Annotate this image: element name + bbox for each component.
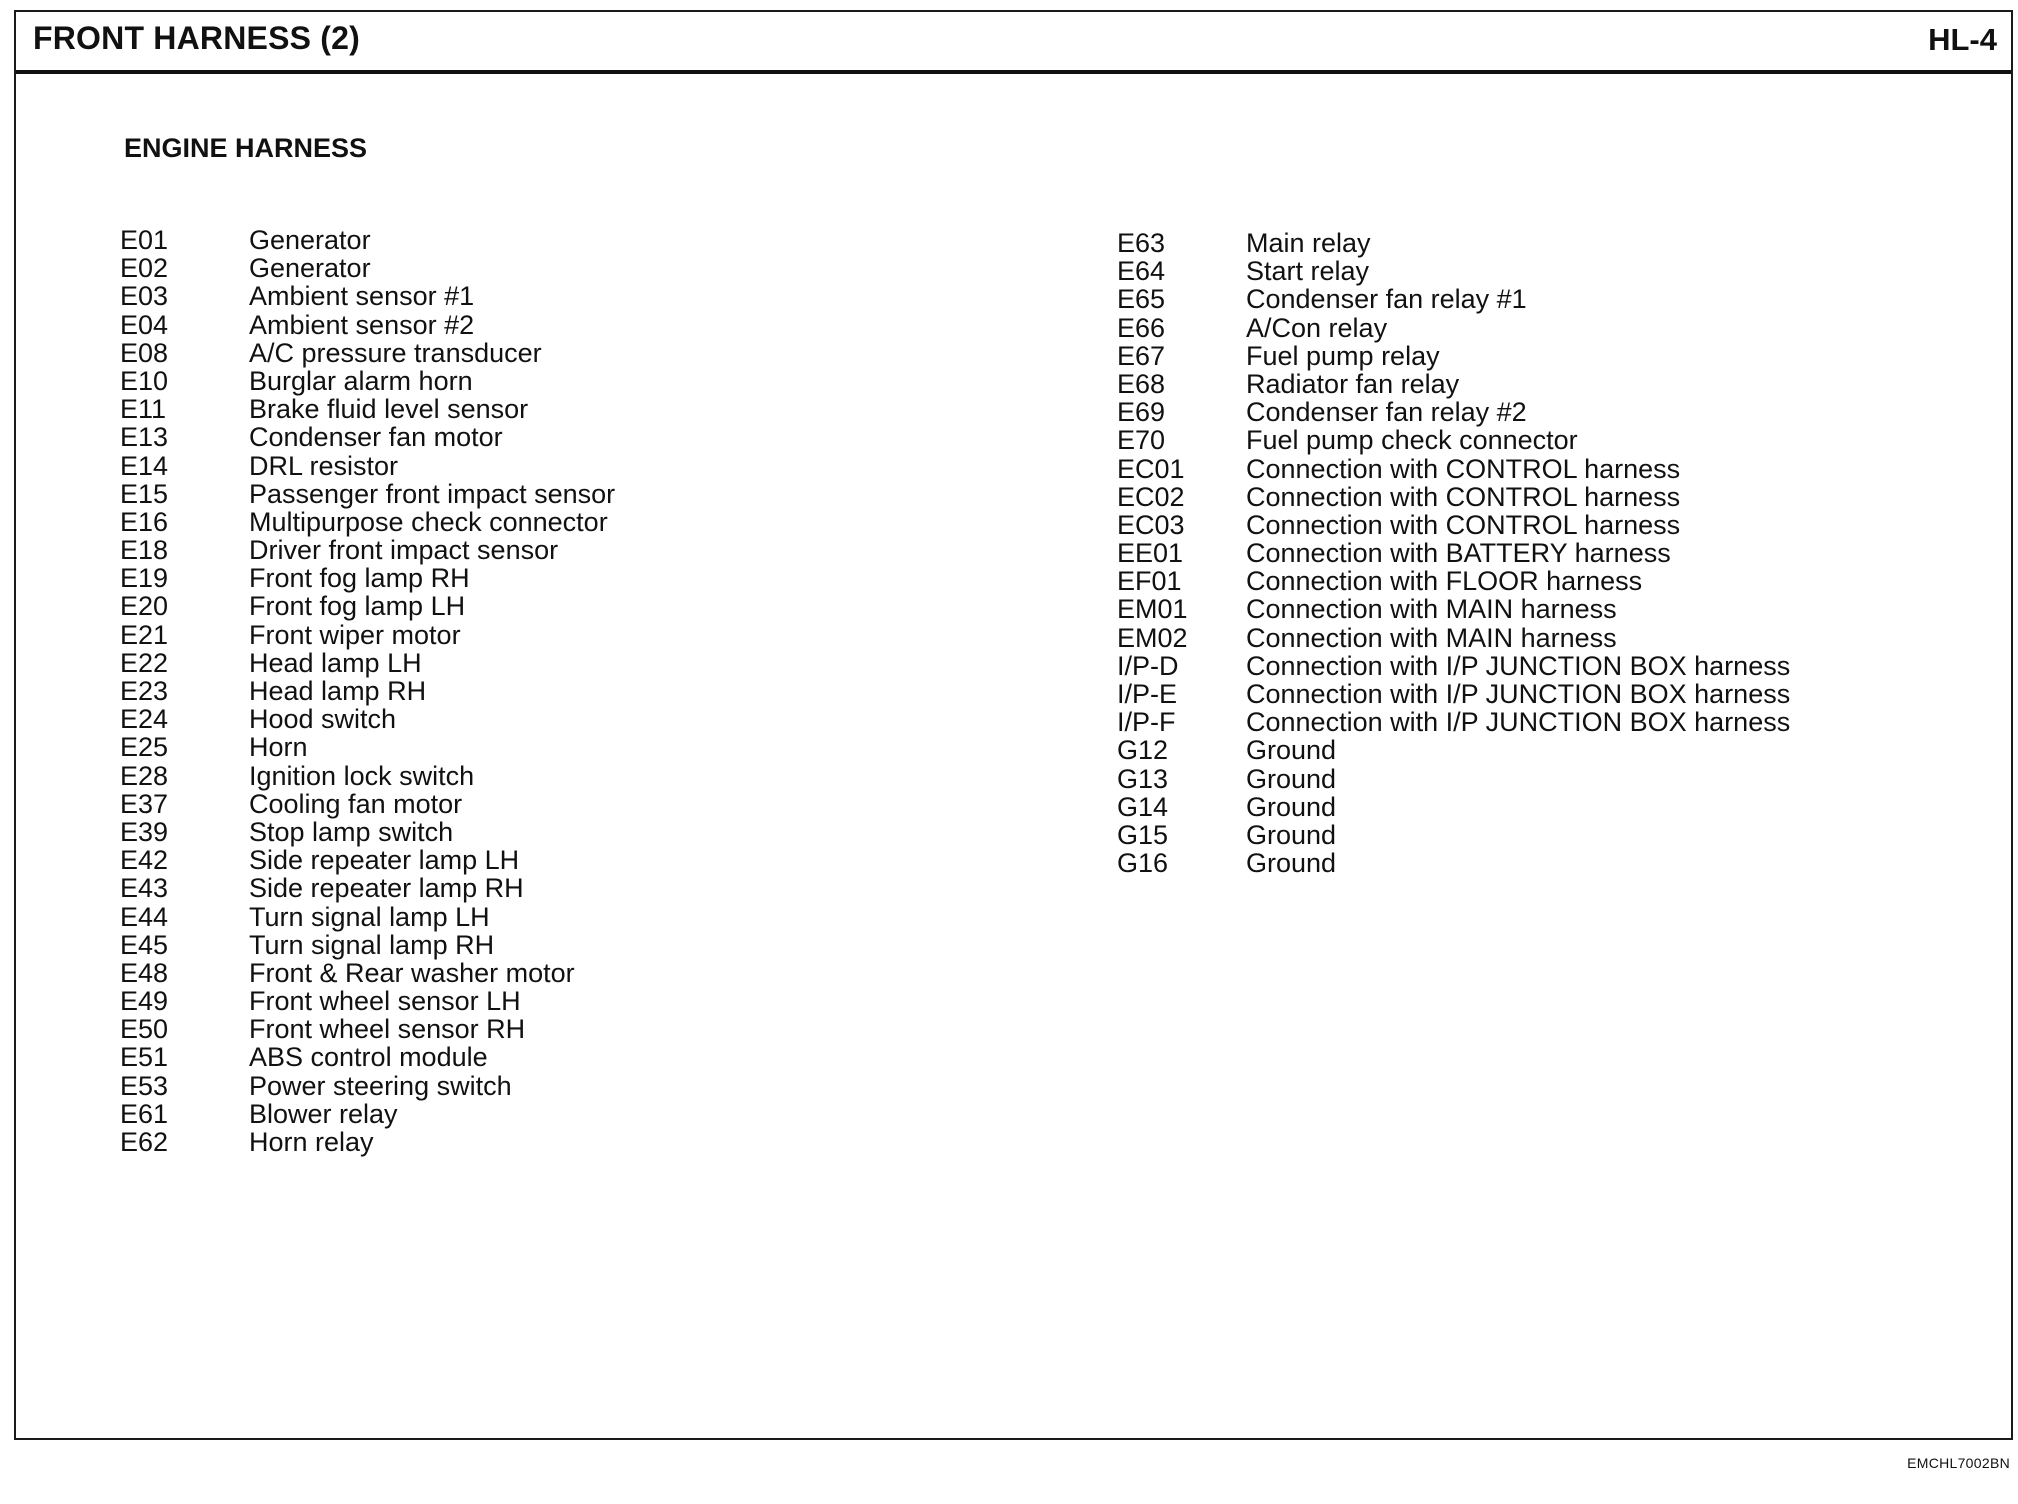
connector-description: Connection with I/P JUNCTION BOX harness	[1246, 679, 1791, 709]
connector-description: Connection with CONTROL harness	[1246, 481, 1681, 512]
connector-code: E50	[120, 1014, 169, 1045]
connector-description: A/Con relay	[1246, 312, 1388, 343]
connector-code: E18	[120, 535, 169, 566]
connector-description: Front fog lamp RH	[249, 563, 470, 594]
section-heading: ENGINE HARNESS	[124, 133, 368, 163]
connector-code: E62	[120, 1127, 169, 1157]
connector-code: EM01	[1117, 594, 1188, 625]
connector-code: E67	[1117, 340, 1166, 371]
connector-description: Front & Rear washer motor	[249, 957, 575, 988]
connector-description: Head lamp LH	[249, 647, 422, 678]
figure-id: EMCHL7002BN	[1907, 1455, 2010, 1471]
connector-code: G14	[1117, 791, 1169, 822]
connector-description: Ignition lock switch	[249, 760, 475, 791]
connector-description: Passenger front impact sensor	[249, 478, 616, 509]
connector-code: E37	[120, 788, 169, 819]
page-title: FRONT HARNESS (2)	[33, 20, 360, 56]
connector-code: G15	[1117, 819, 1169, 850]
connector-description: Ground	[1246, 848, 1337, 879]
connector-code: EF01	[1117, 566, 1182, 597]
connector-description: Driver front impact sensor	[249, 535, 559, 566]
connector-code: E03	[120, 281, 169, 312]
connector-description: Connection with MAIN harness	[1246, 594, 1617, 625]
connector-code: E16	[120, 506, 169, 537]
page-number: HL-4	[1928, 22, 1997, 57]
connector-description: Cooling fan motor	[249, 788, 463, 819]
connector-description: Front wiper motor	[249, 619, 461, 650]
connector-description: Fuel pump check connector	[1246, 425, 1578, 456]
connector-code: I/P-E	[1117, 679, 1178, 709]
connector-description: Hood switch	[249, 704, 397, 735]
connector-description: Radiator fan relay	[1246, 368, 1460, 399]
connector-description: Turn signal lamp RH	[249, 929, 495, 960]
connector-code: G12	[1117, 735, 1169, 766]
connector-code: E44	[120, 901, 169, 932]
connector-description: Head lamp RH	[249, 676, 427, 706]
connector-code: E15	[120, 478, 169, 509]
connector-description: Front wheel sensor RH	[249, 1014, 526, 1045]
connector-description: Burglar alarm horn	[249, 365, 473, 396]
connector-description: Main relay	[1246, 228, 1371, 258]
connector-description: Connection with BATTERY harness	[1246, 538, 1671, 569]
connector-code: I/P-D	[1117, 650, 1179, 681]
connector-description: Front fog lamp LH	[249, 591, 466, 622]
connector-code: E20	[120, 591, 169, 622]
connector-description: Connection with FLOOR harness	[1246, 566, 1643, 597]
connector-code: E25	[120, 732, 169, 763]
connector-code: E04	[120, 309, 169, 340]
connector-description: Condenser fan motor	[249, 422, 503, 453]
connector-code: E13	[120, 422, 169, 453]
connector-description: Ground	[1246, 735, 1337, 766]
connector-code: E08	[120, 337, 169, 368]
connector-code: G13	[1117, 763, 1169, 794]
connector-code: E23	[120, 676, 169, 706]
connector-description: Ground	[1246, 791, 1337, 822]
connector-code: E49	[120, 986, 169, 1017]
connector-description: Condenser fan relay #2	[1246, 397, 1527, 428]
connector-code: E10	[120, 365, 169, 396]
connector-description: Connection with CONTROL harness	[1246, 453, 1681, 484]
connector-code: E02	[120, 253, 169, 284]
connector-code: E66	[1117, 312, 1166, 343]
connector-code: E65	[1117, 284, 1166, 315]
connector-description: Connection with I/P JUNCTION BOX harness	[1246, 650, 1791, 681]
connector-description: Horn relay	[249, 1127, 374, 1157]
connector-code: E24	[120, 704, 169, 735]
connector-description: Start relay	[1246, 256, 1370, 287]
connector-description: Ground	[1246, 819, 1337, 850]
connector-description: Power steering switch	[249, 1070, 512, 1101]
connector-description: Turn signal lamp LH	[249, 901, 490, 932]
connector-description: Connection with I/P JUNCTION BOX harness	[1246, 707, 1791, 738]
connector-code: EC02	[1117, 481, 1185, 512]
connector-description: Condenser fan relay #1	[1246, 284, 1527, 315]
connector-code: E48	[120, 957, 169, 988]
connector-description: Blower relay	[249, 1098, 398, 1129]
connector-code: E19	[120, 563, 169, 594]
connector-code: E70	[1117, 425, 1166, 456]
connector-description: Connection with MAIN harness	[1246, 622, 1617, 653]
connector-code: E43	[120, 873, 169, 904]
connector-description: Brake fluid level sensor	[249, 394, 529, 425]
connector-code: E01	[120, 225, 169, 255]
connector-code: E45	[120, 929, 169, 960]
header-bar	[16, 12, 2011, 74]
connector-description: Fuel pump relay	[1246, 340, 1440, 371]
connector-code: G16	[1117, 848, 1169, 879]
connector-description: Generator	[249, 253, 371, 284]
connector-code: E39	[120, 816, 169, 847]
connector-code: E11	[120, 394, 167, 425]
connector-description: Side repeater lamp LH	[249, 845, 520, 876]
connector-description: Multipurpose check connector	[249, 506, 608, 537]
connector-code: E28	[120, 760, 169, 791]
connector-code: EM02	[1117, 622, 1188, 653]
connector-description: Side repeater lamp RH	[249, 873, 524, 904]
connector-description: Connection with CONTROL harness	[1246, 509, 1681, 540]
connector-code: E51	[120, 1042, 169, 1073]
connector-code: E63	[1117, 228, 1166, 258]
connector-description: DRL resistor	[249, 450, 399, 481]
connector-description: Ground	[1246, 763, 1337, 794]
connector-code: E69	[1117, 397, 1166, 428]
connector-code: EE01	[1117, 538, 1184, 569]
connector-code: EC01	[1117, 453, 1185, 484]
connector-code: E21	[120, 619, 169, 650]
connector-description: A/C pressure transducer	[249, 337, 542, 368]
connector-code: E64	[1117, 256, 1166, 287]
connector-description: Stop lamp switch	[249, 816, 454, 847]
connector-code: EC03	[1117, 509, 1185, 540]
connector-description: ABS control module	[249, 1042, 488, 1073]
connector-code: E61	[120, 1098, 169, 1129]
connector-description: Generator	[249, 225, 371, 255]
connector-code: I/P-F	[1117, 707, 1176, 738]
connector-description: Ambient sensor #1	[249, 281, 475, 312]
connector-code: E68	[1117, 368, 1166, 399]
connector-description: Horn	[249, 732, 308, 763]
connector-description: Ambient sensor #2	[249, 309, 475, 340]
connector-code: E42	[120, 845, 169, 876]
connector-description: Front wheel sensor LH	[249, 986, 521, 1017]
connector-code: E53	[120, 1070, 169, 1101]
connector-code: E22	[120, 647, 169, 678]
connector-code: E14	[120, 450, 169, 481]
